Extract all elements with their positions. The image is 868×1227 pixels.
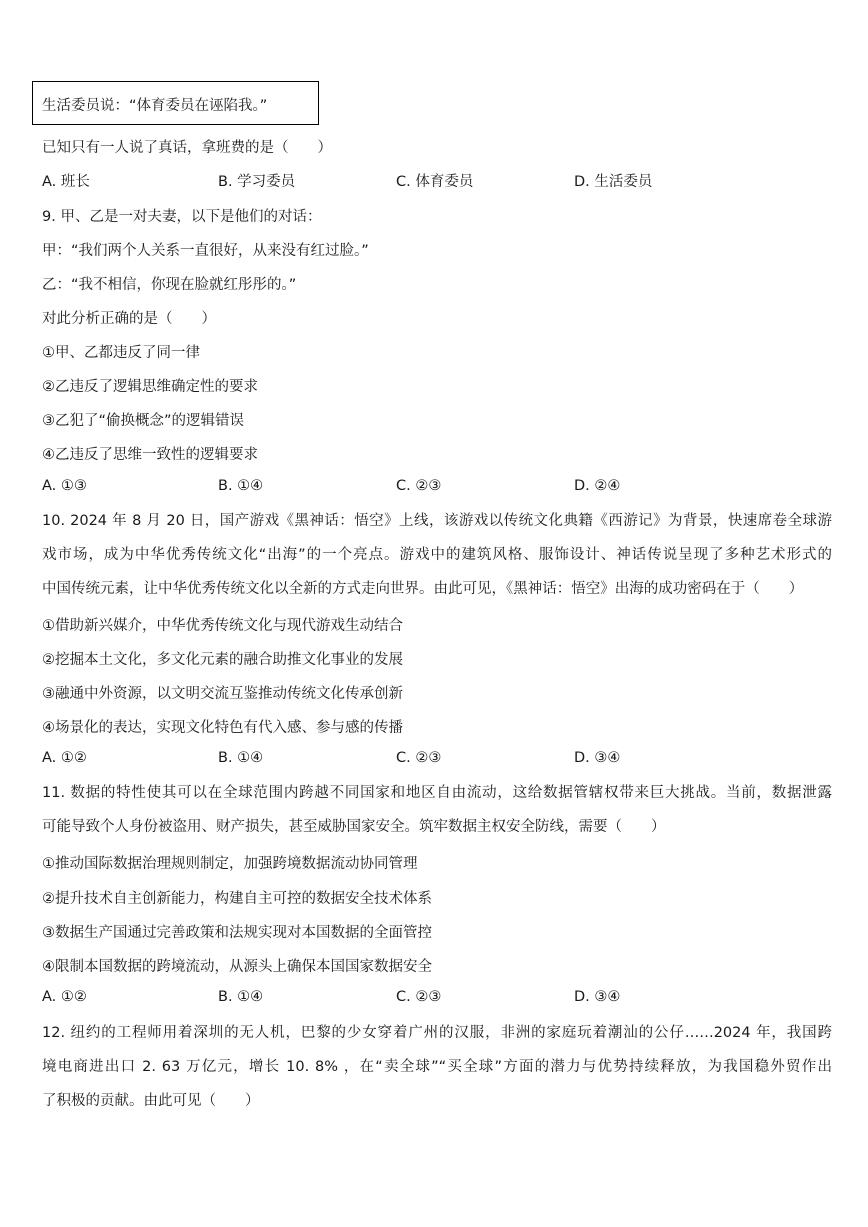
q12-stem-line-1: 12. 纽约的工程师用着深圳的无人机，巴黎的少女穿着广州的汉服，非洲的家庭玩着潮汕的公仔……2024 年，我国跨	[42, 1025, 832, 1041]
q8-option-c[interactable]: C. 体育委员	[396, 174, 474, 190]
q11-option-c[interactable]: C. ②③	[396, 989, 442, 1005]
q10-stem-line-2: 戏市场，成为中华优秀传统文化“出海”的一个亮点。游戏中的建筑风格、服饰设计、神话传说呈现了多种艺术形式的	[42, 547, 832, 563]
q9-dialog-jia: 甲：“我们两个人关系一直很好，从来没有红过脸。”	[42, 243, 369, 259]
q9-stem: 9. 甲、乙是一对夫妻，以下是他们的对话：	[42, 209, 322, 225]
q11-option-d[interactable]: D. ③④	[574, 989, 621, 1005]
q9-item-1: ①甲、乙都违反了同一律	[42, 345, 200, 361]
q8-stem: 已知只有一人说了真话，拿班费的是（ ）	[42, 140, 332, 156]
q11-item-1: ①推动国际数据治理规则制定，加强跨境数据流动协同管理	[42, 856, 418, 872]
q11-stem-line-1: 11. 数据的特性使其可以在全球范围内跨越不同国家和地区自由流动，这给数据管辖权带来巨大挑战。当前，数据泄露	[42, 785, 832, 801]
q9-dialog-yi: 乙：“我不相信，你现在脸就红彤彤的。”	[42, 277, 297, 293]
q9-item-3: ③乙犯了“偷换概念”的逻辑错误	[42, 413, 245, 429]
q11-option-b[interactable]: B. ①④	[218, 989, 264, 1005]
q10-stem-line-1: 10. 2024 年 8 月 20 日，国产游戏《黑神话：悟空》上线，该游戏以传统文化典籍《西游记》为背景，快速席卷全球游	[42, 513, 832, 529]
q8-option-b[interactable]: B. 学习委员	[218, 174, 296, 190]
q11-item-2: ②提升技术自主创新能力，构建自主可控的数据安全技术体系	[42, 891, 432, 907]
q9-ask: 对此分析正确的是（ ）	[42, 311, 216, 327]
q9-item-4: ④乙违反了思维一致性的逻辑要求	[42, 447, 258, 463]
q10-option-a[interactable]: A. ①②	[42, 750, 87, 766]
q11-option-a[interactable]: A. ①②	[42, 989, 87, 1005]
q11-item-3: ③数据生产国通过完善政策和法规实现对本国数据的全面管控	[42, 925, 432, 941]
q8-options	[42, 170, 832, 192]
q12-stem-line-2: 境电商进出口 2. 63 万亿元，增长 10. 8% ，在“卖全球”“买全球”方面的潜力与优势持续释放，为我国稳外贸作出	[42, 1059, 832, 1075]
q10-option-c[interactable]: C. ②③	[396, 750, 442, 766]
q11-stem-line-2: 可能导致个人身份被盗用、财产损失，甚至威胁国家安全。筑牢数据主权安全防线，需要（ ）	[42, 819, 666, 835]
q10-item-3: ③融通中外资源，以文明交流互鉴推动传统文化传承创新	[42, 686, 403, 702]
q10-item-4: ④场景化的表达，实现文化特色有代入感、参与感的传播	[42, 720, 403, 736]
q11-options	[42, 989, 832, 1011]
q12-stem	[42, 1016, 832, 1118]
q10-options	[42, 750, 832, 772]
q11-stem	[42, 776, 832, 844]
q9-option-c[interactable]: C. ②③	[396, 478, 442, 494]
statement-text: 生活委员说：“体育委员在诬陷我。”	[42, 98, 268, 114]
q10-item-2: ②挖掘本土文化，多文化元素的融合助推文化事业的发展	[42, 652, 403, 668]
q10-option-b[interactable]: B. ①④	[218, 750, 264, 766]
q12-stem-line-3: 了积极的贡献。由此可见（ ）	[42, 1093, 260, 1109]
q10-option-d[interactable]: D. ③④	[574, 750, 621, 766]
q10-stem-line-3: 中国传统元素，让中华优秀传统文化以全新的方式走向世界。由此可见，《黑神话：悟空》出海的成功密码在于（ ）	[42, 581, 804, 597]
q9-option-a[interactable]: A. ①③	[42, 478, 87, 494]
statement-box	[32, 81, 319, 125]
q9-option-d[interactable]: D. ②④	[574, 478, 621, 494]
q11-item-4: ④限制本国数据的跨境流动，从源头上确保本国国家数据安全	[42, 959, 432, 975]
q8-option-a[interactable]: A. 班长	[42, 174, 90, 190]
q9-item-2: ②乙违反了逻辑思维确定性的要求	[42, 379, 258, 395]
q10-stem	[42, 504, 832, 606]
q9-option-b[interactable]: B. ①④	[218, 478, 264, 494]
q10-item-1: ①借助新兴媒介，中华优秀传统文化与现代游戏生动结合	[42, 618, 403, 634]
q8-option-d[interactable]: D. 生活委员	[574, 174, 653, 190]
q9-options	[42, 478, 832, 500]
